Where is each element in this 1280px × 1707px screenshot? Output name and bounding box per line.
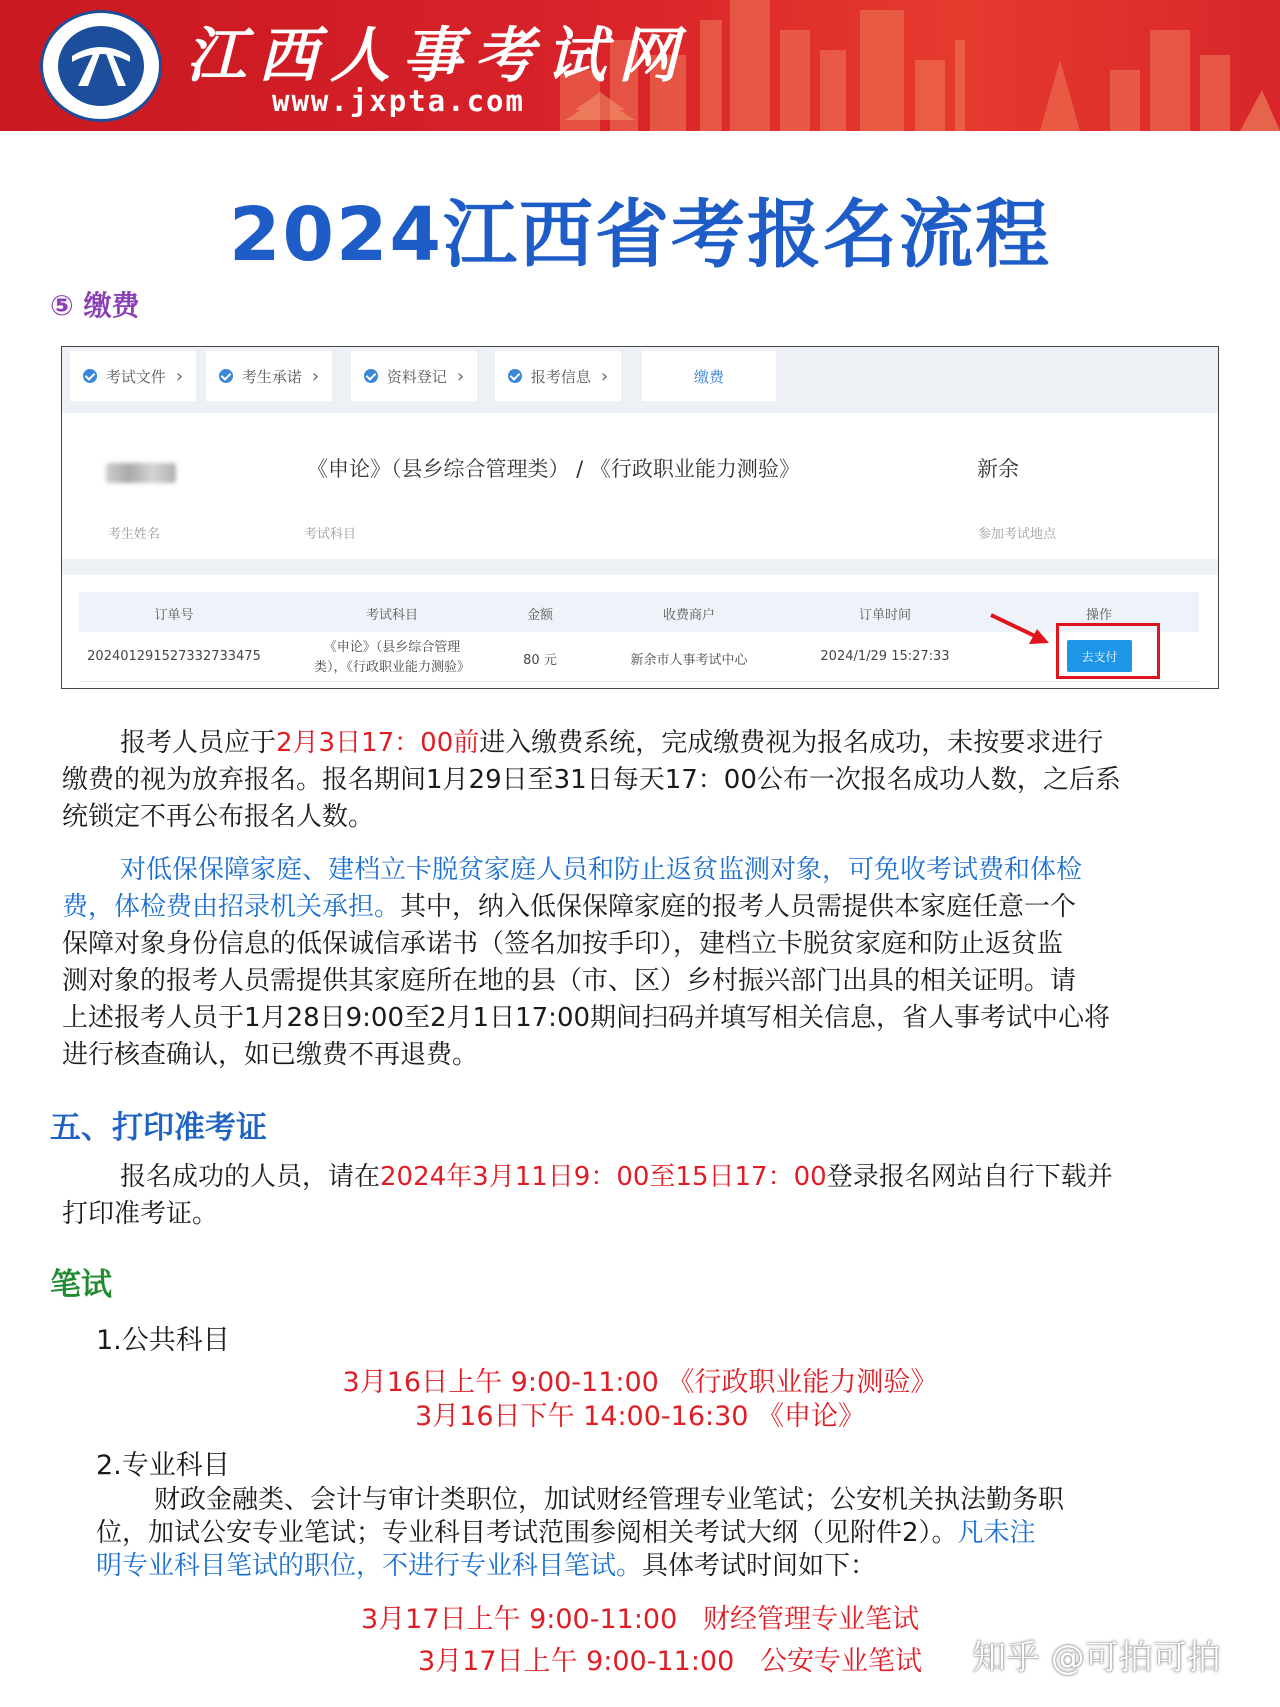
jxpta-logo <box>40 10 162 122</box>
order-subject-line1: 《申论》（县乡综合管理 <box>323 640 461 655</box>
chevron-right-icon: › <box>456 365 465 387</box>
column-header: 订单时间 <box>858 608 912 623</box>
tab-label: 资料登记 <box>386 367 447 386</box>
step-heading: ⑤ 缴费 <box>50 289 140 322</box>
site-banner <box>0 0 1280 131</box>
check-icon <box>508 369 522 383</box>
candidate-info-panel <box>62 413 1218 559</box>
text: 其中，纳入低保保障家庭的报考人员需提供本家庭任意一个 <box>400 892 1077 922</box>
deadline-highlight: 2月3日17：00前 <box>276 728 480 758</box>
order-subject-line2: 类），《行政职业能力测验》 <box>313 660 471 675</box>
zhihu-watermark: 知乎 @可拍可拍 <box>972 1638 1221 1678</box>
fee-exemption-paragraph <box>62 852 1232 1074</box>
text: 报考人员应于 <box>120 728 277 758</box>
column-header: 操作 <box>1085 608 1113 623</box>
chevron-right-icon: › <box>600 365 609 387</box>
text-line: 缴费的视为放弃报名。报名期间1月29日至31日每天17：00公布一次报名成功人数，之后系 <box>62 765 1121 795</box>
tab-label: 考试文件 <box>105 367 166 386</box>
text: 进入缴费系统，完成缴费视为报名成功，未按要求进行 <box>479 728 1104 758</box>
major-schedule-line: 3月17日上午 9:00-11:00 公安专业笔试 <box>417 1646 923 1677</box>
tab-info-registration[interactable] <box>351 351 477 401</box>
check-icon <box>364 369 378 383</box>
exam-location-label: 参加考试地点 <box>978 527 1057 542</box>
admission-ticket-paragraph <box>62 1159 1232 1233</box>
chevron-right-icon: › <box>311 365 320 387</box>
order-subject <box>314 638 470 678</box>
major-subjects-title: 2.专业科目 <box>96 1450 230 1481</box>
candidate-name-blurred <box>106 463 176 483</box>
notice-highlight: 明专业科目笔试的职位，不进行专业科目笔试。 <box>96 1551 643 1581</box>
tab-candidate-pledge[interactable] <box>206 351 332 401</box>
text: 位，加试公安专业笔试；专业科目考试范围参阅相关考试大纲（见附件2）。 <box>96 1518 958 1548</box>
check-icon <box>83 369 97 383</box>
public-schedule-line: 3月16日下午 14:00-16:30 《申论》 <box>414 1401 866 1432</box>
payment-deadline-paragraph <box>62 725 1232 836</box>
text-line: 测对象的报考人员需提供其家庭所在地的县（市、区）乡村振兴部门出具的相关证明。请 <box>62 966 1077 996</box>
major-subjects-paragraph <box>96 1484 1246 1583</box>
column-header: 金额 <box>526 608 554 623</box>
exam-subject-label: 考试科目 <box>304 527 357 542</box>
tab-exam-files[interactable] <box>70 351 196 401</box>
public-schedule-line: 3月16日上午 9:00-11:00 《行政职业能力测验》 <box>342 1367 938 1398</box>
text-line: 财政金融类、会计与审计类职位，加试财经管理专业笔试；公安机关执法勤务职 <box>154 1485 1065 1515</box>
major-schedule-line: 3月17日上午 9:00-11:00 财经管理专业笔试 <box>360 1604 920 1635</box>
column-header: 订单号 <box>154 608 194 623</box>
step-tabs <box>62 347 1218 413</box>
text-line: 上述报考人员于1月28日9:00至2月1日17:00期间扫码并填写相关信息，省人事考试中心将 <box>62 1003 1111 1033</box>
go-pay-button[interactable]: 去支付 <box>1067 640 1132 672</box>
public-subjects-title: 1.公共科目 <box>96 1325 230 1356</box>
section-title-print-admission: 五、打印准考证 <box>50 1110 267 1146</box>
candidate-name-label: 考生姓名 <box>108 527 161 542</box>
tab-label: 缴费 <box>693 367 724 386</box>
column-header: 考试科目 <box>365 608 419 623</box>
written-exam-title: 笔试 <box>50 1267 112 1303</box>
text-line: 进行核查确认，如已缴费不再退费。 <box>62 1040 479 1070</box>
text-line: 统锁定不再公布报名人数。 <box>62 802 375 832</box>
exam-location-value: 新余 <box>977 457 1019 481</box>
notice-highlight: 凡未注 <box>957 1518 1036 1548</box>
tab-label: 报考信息 <box>530 367 591 386</box>
text: 登录报名网站自行下载并 <box>826 1162 1113 1192</box>
tab-payment[interactable] <box>642 351 776 401</box>
column-header: 收费商户 <box>662 608 716 623</box>
order-amount: 80 元 <box>523 653 557 668</box>
exemption-highlight-line: 对低保保障家庭、建档立卡脱贫家庭人员和防止返贫监测对象，可免收考试费和体检 <box>120 855 1083 885</box>
exemption-highlight: 费，体检费由招录机关承担。 <box>62 892 401 922</box>
order-number: 202401291527332733475 <box>87 649 261 664</box>
tab-label: 考生承诺 <box>241 367 302 386</box>
site-name: 江西人事考试网 <box>186 21 690 91</box>
text-line: 打印准考证。 <box>62 1199 219 1229</box>
red-arrow-icon <box>987 611 1055 649</box>
order-time: 2024/1/29 15:27:33 <box>820 649 950 664</box>
site-url: www.jxpta.com <box>272 84 525 118</box>
chevron-right-icon: › <box>175 365 184 387</box>
text: 具体考试时间如下： <box>642 1551 877 1581</box>
print-period-highlight: 2024年3月11日9：00至15日17：00 <box>380 1162 827 1192</box>
tab-application-info[interactable] <box>495 351 621 401</box>
order-merchant: 新余市人事考试中心 <box>630 653 748 668</box>
page-title: 2024江西省考报名流程 <box>229 192 1051 278</box>
text: 报名成功的人员，请在 <box>120 1162 381 1192</box>
exam-subject-value: 《申论》（县乡综合管理类） / 《行政职业能力测验》 <box>307 457 800 481</box>
text-line: 保障对象身份信息的低保诚信承诺书（签名加按手印），建档立卡脱贫家庭和防止返贫监 <box>62 929 1064 959</box>
check-icon <box>219 369 233 383</box>
payment-screenshot <box>61 346 1219 689</box>
